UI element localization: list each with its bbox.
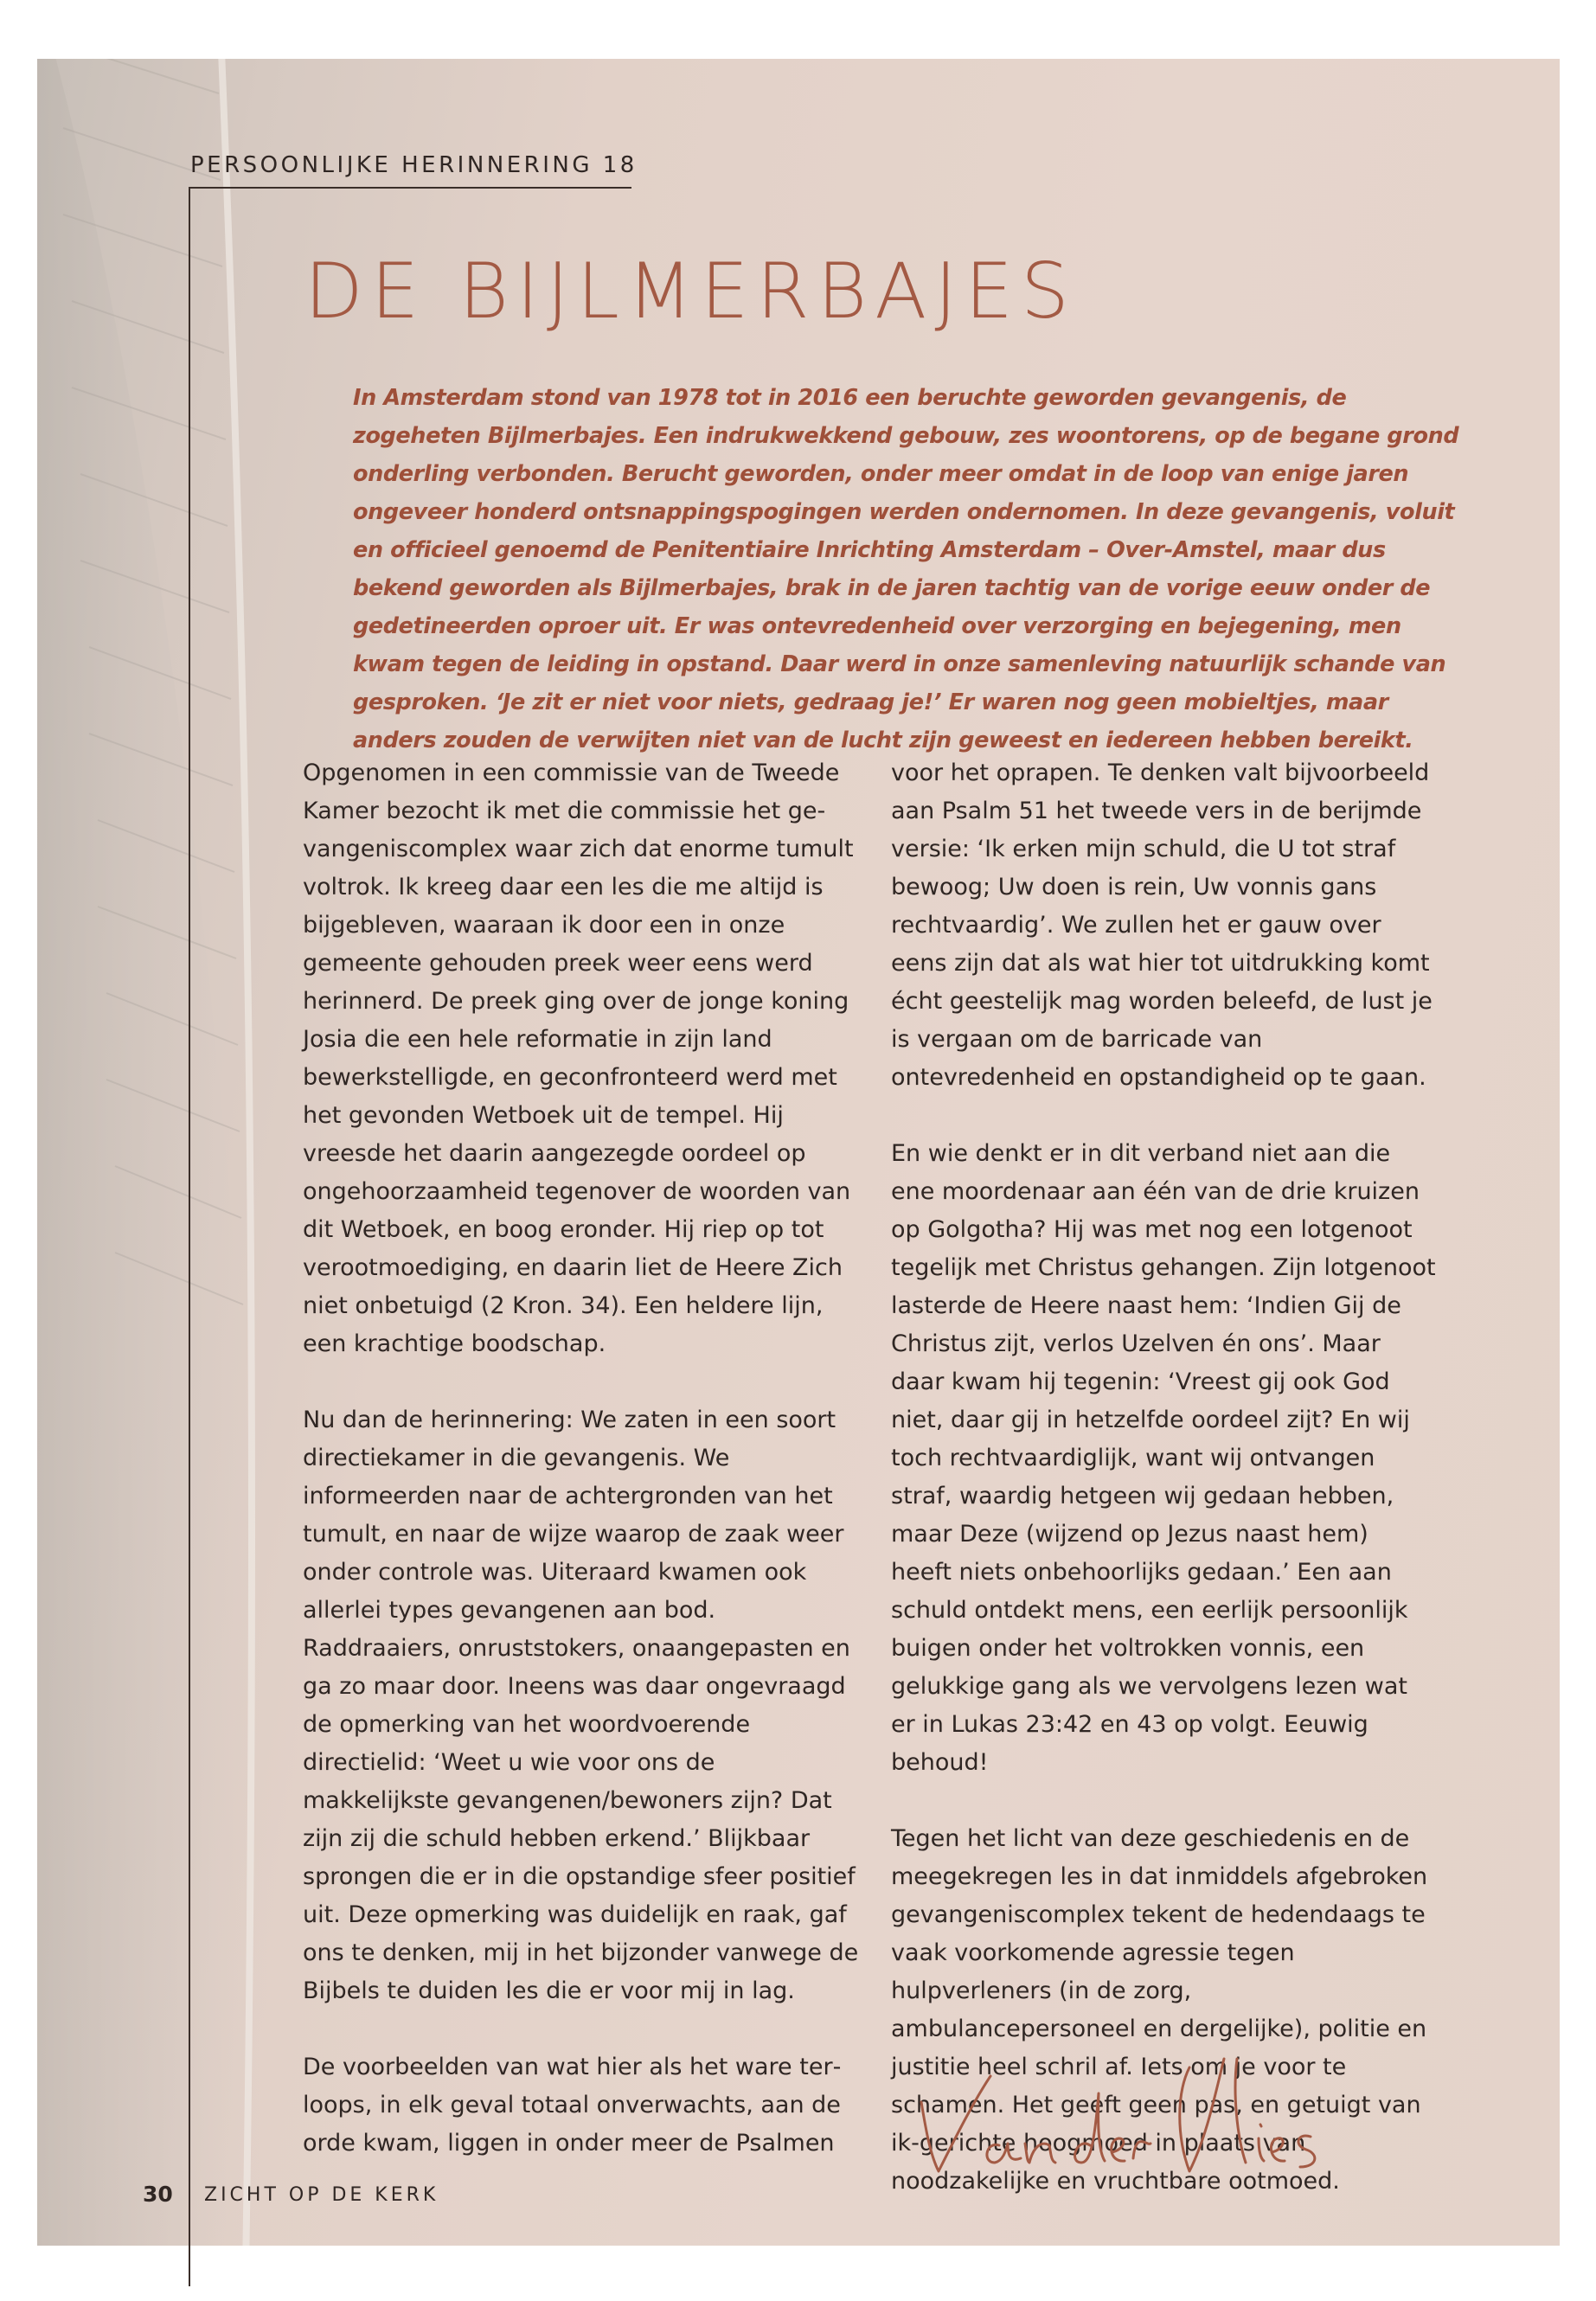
page-title: DE BIJLMERBAJES bbox=[304, 247, 1077, 336]
signature bbox=[904, 2041, 1371, 2180]
body-paragraph: De voorbeelden van wat hier als het ware terloops, in elk geval totaal onverwachts, aan de orde kwam, liggen in onder meer de Psalmen bbox=[303, 2054, 842, 2157]
section-label: PERSOONLIJKE HERINNERING 18 bbox=[190, 152, 638, 178]
body-paragraph: voor het oprapen. Te denken valt bijvoorbeeld aan Psalm 51 het tweede vers in de berijmde versie: ‘Ik erken mijn schuld, die U tot straf bewoog; Uw doen is rein, Uw vonnis gans rechtvaardig’. We zullen het er gauw over eens zijn dat als wat hier tot uitdrukking komt écht geestelijk mag worden beleefd, de lust je is vergaan om de barricade van ontevredenheid en opstandigheid op te gaan. bbox=[891, 760, 1433, 1091]
vertical-rule bbox=[189, 187, 190, 2286]
body-paragraph: Tegen het licht van deze geschiedenis en de meegekregen les in dat inmiddels afgebroken gevangeniscomplex tekent de hedendaags te vaak voorkomende agressie tegen hulpverleners (in de zorg, ambulancepersoneel en dergelijke), politie en justitie heel schril af. Iets om je voor te schamen. Het geeft geen pas, en getuigt van ik-gerichte hoogmoed in plaats van noodzakelijke en vruchtbare ootmoed. bbox=[891, 1825, 1428, 2195]
body-paragraph: Nu dan de herinnering: We zaten in een soort directiekamer in die gevangenis. We informeerden naar de achtergronden van het tumult, en naar de wijze waarop de zaak weer onder controle was. Uiteraard kwamen ook allerlei types gevangenen aan bod. Raddraaiers, onruststokers, onaangepasten en ga zo maar door. Ineens was daar ongevraagd de opmerking van het woordvoerende directielid: ‘Weet u wie voor ons de makkelijkste gevangenen/bewoners zijn? Dat zijn zij die schuld hebben erkend.’ Blijkbaar sprongen die er in die opstandige sfeer positief uit. Deze opmerking was duidelijk en raak, gaf ons te denken, mij in het bijzonder vanwege de Bijbels te duiden les die er voor mij in lag. bbox=[303, 1407, 859, 2004]
page-number: 30 bbox=[143, 2182, 173, 2207]
intro-paragraph: In Amsterdam stond van 1978 tot in 2016 een beruchte geworden gevangenis, de zogeheten Bijlmerbajes. Een indrukwekkend gebouw, zes woontorens, op de begane grond onderling verbonden. Berucht geworden, onder meer omdat in de loop van enige jaren ongeveer honderd ontsnappingspogingen werden ondernomen. In deze gevangenis, voluit en officieel genoemd de Penitentiaire Inrichting Amsterdam – Over-Amstel, maar dus bekend geworden als Bijlmerbajes, brak in de jaren tachtig van de vorige eeuw onder de gedetineerden oproer uit. Er was ontevredenheid over verzorging en bejegening, men kwam tegen de leiding in opstand. Daar werd in onze samenleving natuurlijk schande van gesproken. ‘Je zit er niet voor niets, gedraag je!’ Er waren nog geen mobieltjes, maar anders zouden de verwijten niet van de lucht zijn geweest en iedereen hebben bereikt. bbox=[353, 385, 1459, 753]
body-paragraph: Opgenomen in een commissie van de Tweede Kamer bezocht ik met die commissie het gevangeniscomplex waar zich dat enorme tumult voltrok. Ik kreeg daar een les die me altijd is bijgebleven, waaraan ik door een in onze gemeente gehouden preek weer eens werd herinnerd. De preek ging over de jonge koning Josia die een hele reformatie in zijn land bewerkstelligde, en geconfronteerd werd met het gevonden Wetboek uit de tempel. Hij vreesde het daarin aangezegde oordeel op ongehoorzaamheid tegenover de woorden van dit Wetboek, en boog eronder. Hij riep op tot verootmoediging, en daarin liet de Heere Zich niet onbetuigd (2 Kron. 34). Een heldere lijn, een krachtige boodschap. bbox=[303, 760, 854, 1357]
header-rule bbox=[189, 187, 631, 189]
left-column bbox=[303, 754, 865, 2201]
right-column bbox=[891, 754, 1436, 2239]
magazine-name: ZICHT OP DE KERK bbox=[204, 2184, 439, 2206]
body-paragraph: En wie denkt er in dit verband niet aan die ene moordenaar aan één van de drie kruizen op Golgotha? Hij was met nog een lotgenoot tegelijk met Christus gehangen. Zijn lotgenoot lasterde de Heere naast hem: ‘Indien Gij de Christus zijt, verlos Uzelven én ons’. Maar daar kwam hij tegenin: ‘Vreest gij ook God niet, daar gij in hetzelfde oordeel zijt? En wij toch rechtvaardiglijk, want wij ontvangen straf, waardig hetgeen wij gedaan hebben, maar Deze (wijzend op Jezus naast hem) heeft niets onbehoorlijks gedaan.’ Een aan schuld ontdekt mens, een eerlijk persoonlijk buigen onder het voltrokken vonnis, een gelukkige gang als we vervolgens lezen wat er in Lukas 23:42 en 43 op volgt. Eeuwig behoud! bbox=[891, 1140, 1436, 1776]
